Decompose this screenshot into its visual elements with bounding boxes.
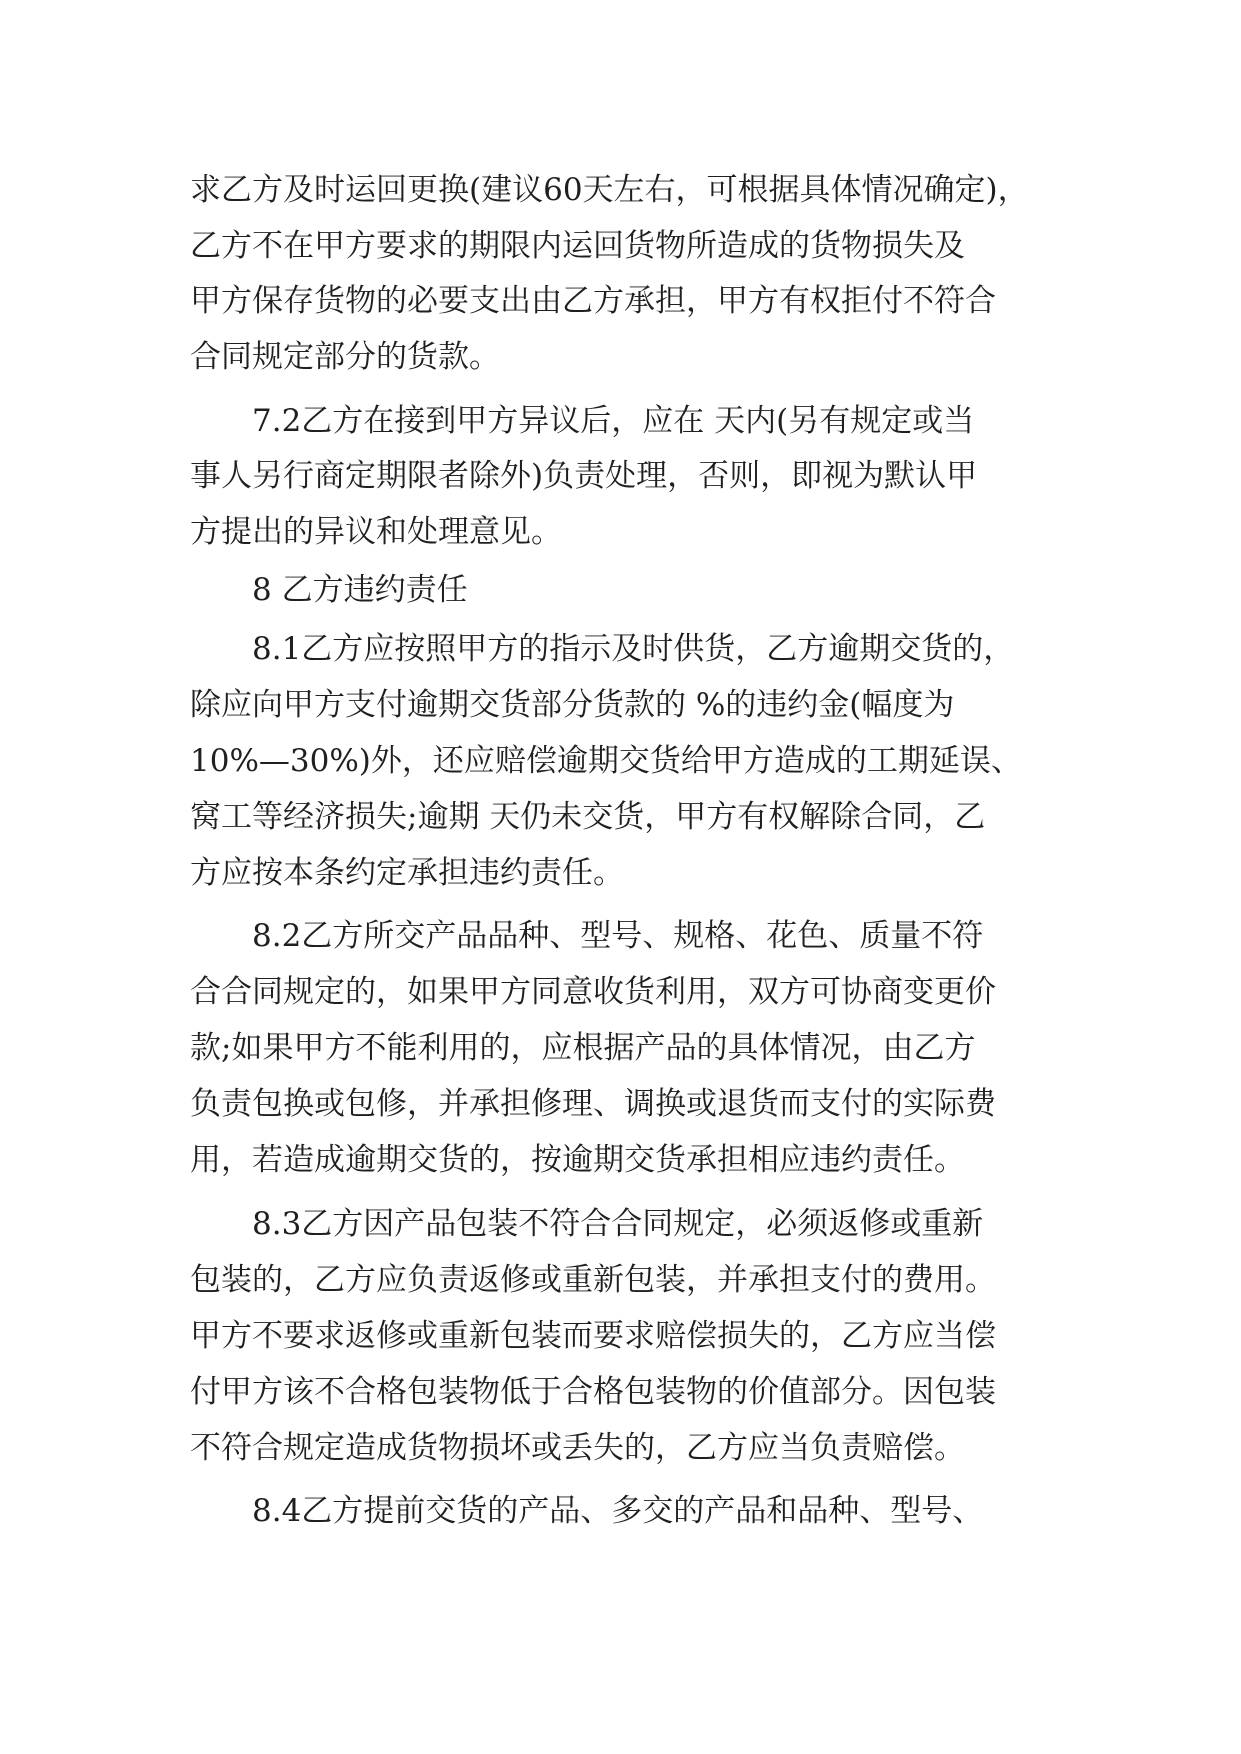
text-line: 款;如果甲方不能利用的，应根据产品的具体情况，由乙方	[190, 1030, 976, 1066]
text-line: 付甲方该不合格包装物低于合格包装物的价值部分。因包装	[190, 1374, 996, 1410]
text-line: 事人另行商定期限者除外)负责处理，否则，即视为默认甲	[190, 458, 978, 494]
text-line: 求乙方及时运回更换(建议60天左右，可根据具体情况确定)，	[190, 172, 1029, 208]
text-line: 除应向甲方支付逾期交货部分货款的 %的违约金(幅度为	[190, 687, 955, 723]
text-line: 10%—30%)外，还应赔偿逾期交货给甲方造成的工期延误、	[190, 743, 1022, 779]
text-line: 乙方不在甲方要求的期限内运回货物所造成的货物损失及	[190, 228, 965, 264]
text-line: 方提出的异议和处理意见。	[190, 514, 562, 550]
text-line: 窝工等经济损失;逾期 天仍未交货，甲方有权解除合同，乙	[190, 799, 986, 835]
text-line: 负责包换或包修，并承担修理、调换或退货而支付的实际费	[190, 1086, 996, 1122]
text-line: 不符合规定造成货物损坏或丢失的，乙方应当负责赔偿。	[190, 1430, 965, 1466]
text-line: 合合同规定的，如果甲方同意收货利用，双方可协商变更价	[190, 974, 996, 1010]
text-line: 甲方保存货物的必要支出由乙方承担，甲方有权拒付不符合	[190, 283, 996, 319]
section-heading: 8 乙方违约责任	[252, 572, 468, 608]
text-line: 合同规定部分的货款。	[190, 339, 500, 375]
text-line: 用，若造成逾期交货的，按逾期交货承担相应违约责任。	[190, 1142, 965, 1178]
text-line: 8.2乙方所交产品品种、型号、规格、花色、质量不符	[252, 918, 984, 954]
text-line: 8.3乙方因产品包装不符合合同规定，必须返修或重新	[252, 1206, 984, 1242]
text-line: 7.2乙方在接到甲方异议后，应在 天内(另有规定或当	[252, 403, 975, 439]
text-line: 8.1乙方应按照甲方的指示及时供货，乙方逾期交货的，	[252, 631, 1015, 667]
text-line: 方应按本条约定承担违约责任。	[190, 855, 624, 891]
text-line: 8.4乙方提前交货的产品、多交的产品和品种、型号、	[252, 1493, 984, 1529]
text-line: 包装的，乙方应负责返修或重新包装，并承担支付的费用。	[190, 1262, 996, 1298]
text-line: 甲方不要求返修或重新包装而要求赔偿损失的，乙方应当偿	[190, 1318, 996, 1354]
